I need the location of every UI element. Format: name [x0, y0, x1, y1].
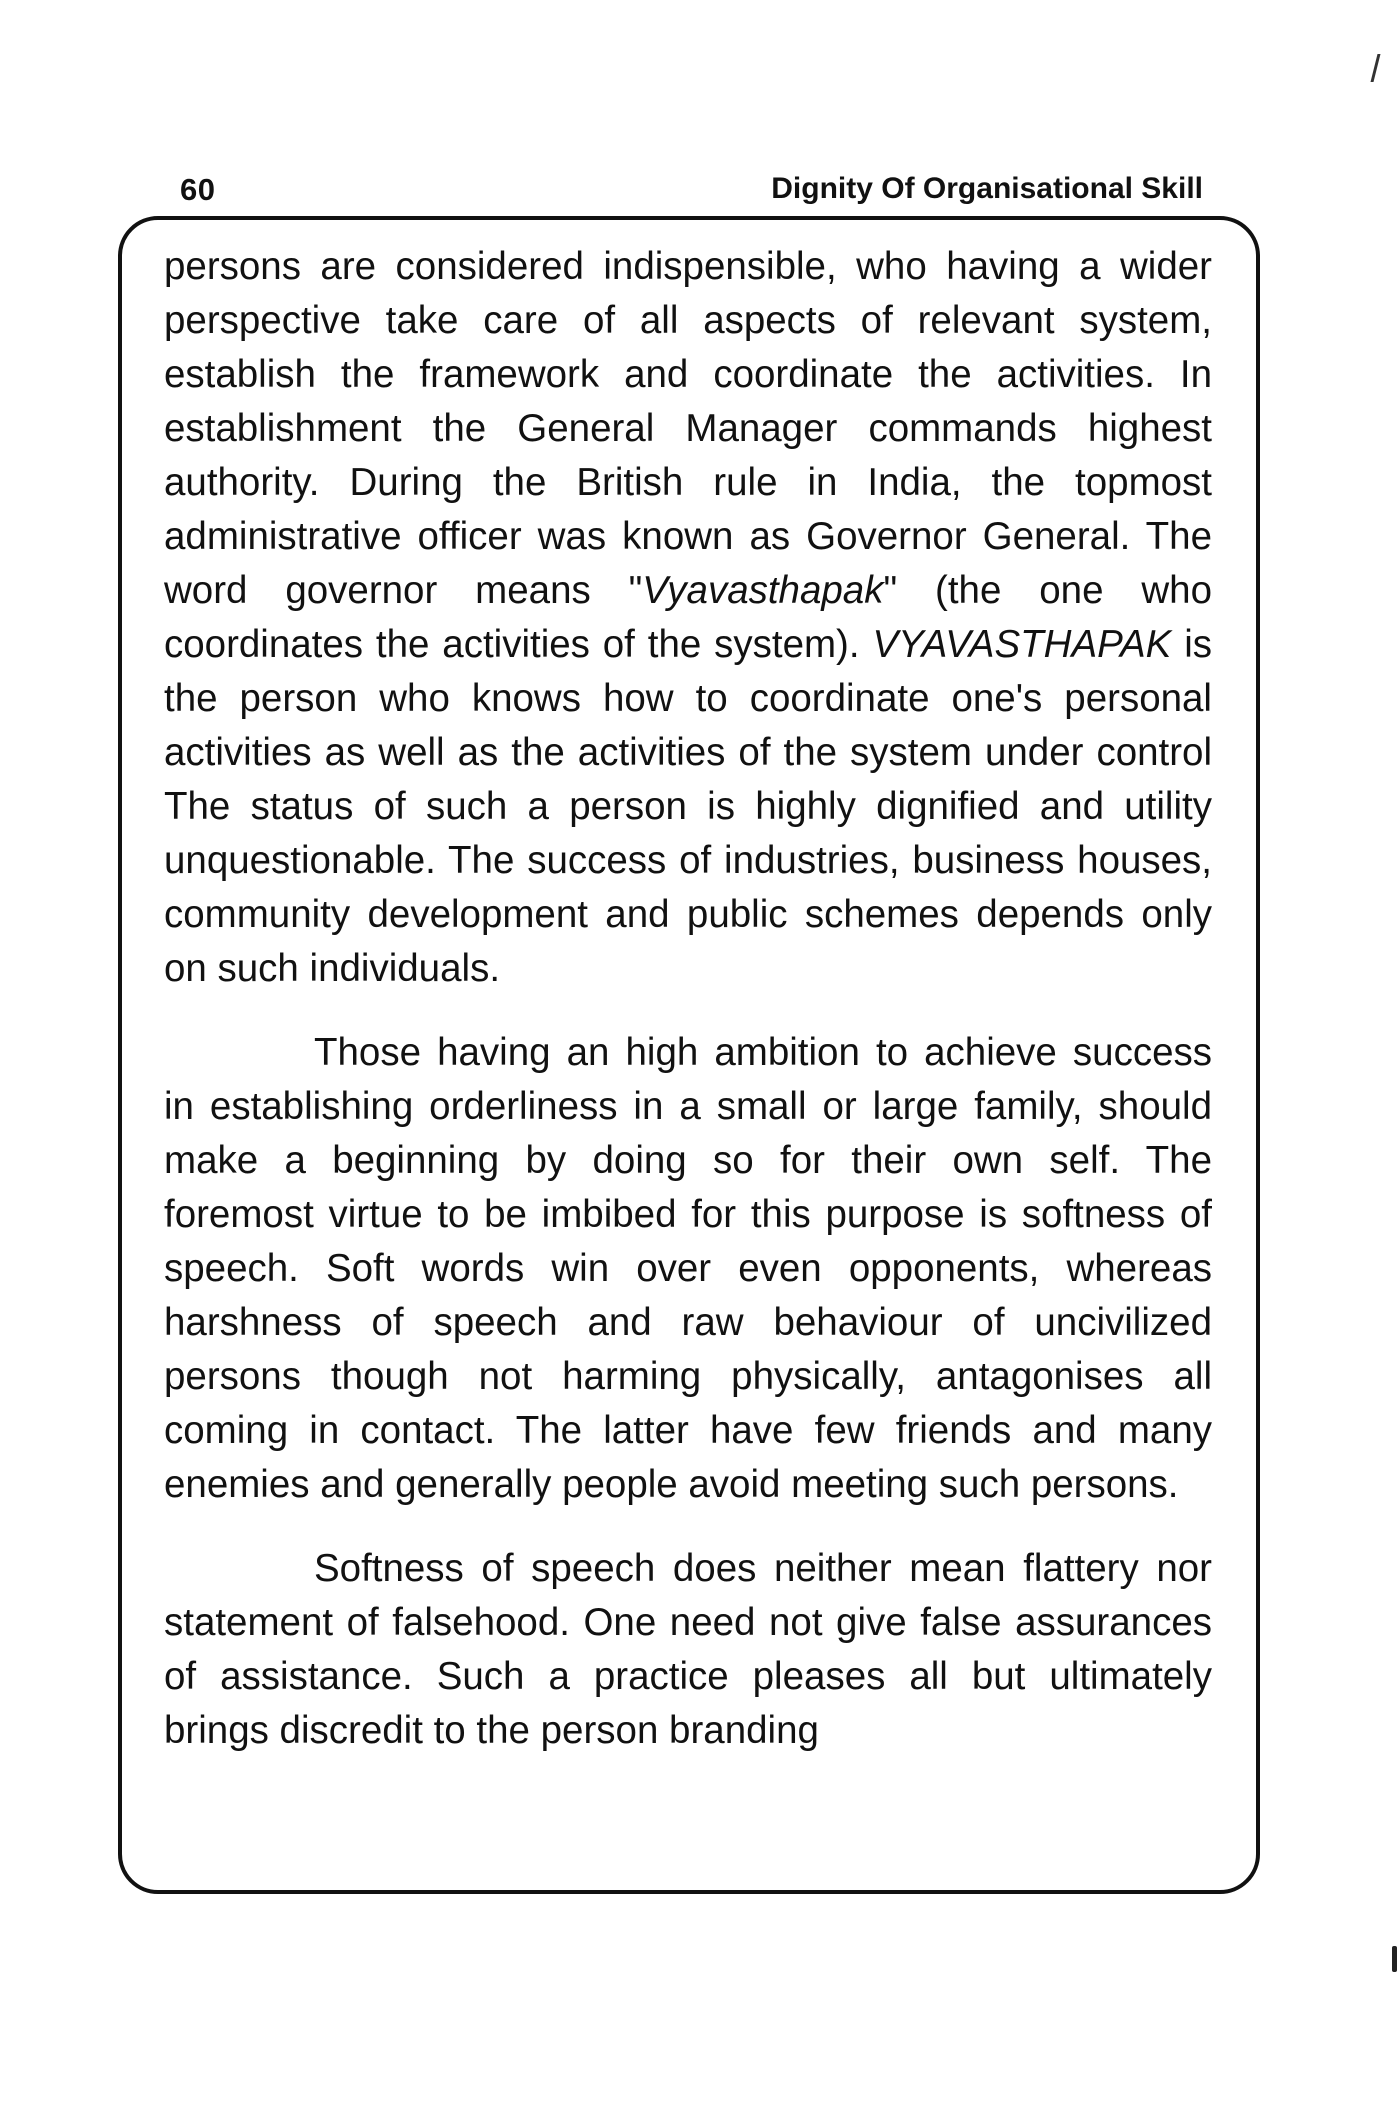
paragraph-3: Softness of speech does neither mean flattery nor statement of falsehood. One need not give false assurances of assistance. Such a practice pleases all but ultimately brings discredit to the person branding	[164, 1547, 1212, 1752]
running-title: Dignity Of Organisational Skill	[771, 172, 1203, 205]
stray-edge-mark	[1392, 1946, 1397, 1972]
page-body	[164, 240, 1212, 1758]
paragraph-1-part-e: is the person who knows how to coordinate one's personal activities as well as the activities of the system under control The status of such a person is highly dignified and utility unquestionable. The success of industries, business houses, community development and public schemes depends only on such individuals.	[164, 623, 1212, 990]
term-vyavasthapak: Vyavasthapak	[642, 569, 884, 612]
paragraph-2: Those having an high ambition to achieve success in establishing orderliness in a small or large family, should make a beginning by doing so for their own self. The foremost virtue to be imbibed for this purpose is softness of speech. Soft words win over even opponents, whereas harshness of speech and raw behaviour of uncivilized persons though not harming physically, antagonises all coming in contact. The latter have few friends and many enemies and generally people avoid meeting such persons.	[164, 1031, 1212, 1506]
page-number: 60	[180, 172, 216, 207]
paragraph-1-part-a: persons are considered indispensible, who having a wider perspective take care of all aspects of relevant system, establish the framework and coordinate the activities. In establishment the General Manager commands highest authority. During the British rule in India, the topmost administrative officer was known as Governor General. The word governor means "	[164, 245, 1212, 612]
stray-pen-mark	[1371, 54, 1381, 82]
paragraph-1-part-c: " (the one who coordinates the activities of the system).	[164, 569, 1212, 666]
term-vyavasthapak-caps: VYAVASTHAPAK	[872, 623, 1172, 666]
paragraph-1	[164, 240, 1212, 996]
